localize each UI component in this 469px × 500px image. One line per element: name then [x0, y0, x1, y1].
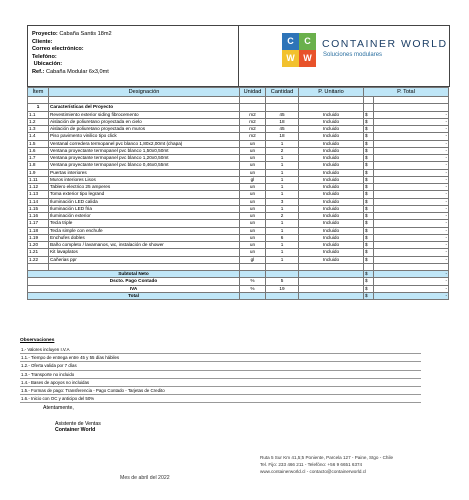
row-item: 1.18: [28, 227, 49, 234]
row-unidad: un: [240, 184, 266, 191]
row-currency: $: [364, 126, 374, 133]
row-cantidad: 45: [266, 111, 299, 118]
iva-row-qty: 19: [266, 285, 299, 292]
ref-value: Cabaña Modular 6x3,0mt: [46, 68, 109, 75]
observacion-line: 1.- Valores incluyen I.V.A: [20, 346, 421, 354]
iva-row-unit: %: [240, 285, 266, 292]
row-p-unitario: Incluido: [299, 249, 364, 256]
total-row-total: -: [374, 292, 449, 299]
section-item: 1: [28, 104, 49, 111]
row-currency: $: [364, 234, 374, 241]
row-p-total: -: [374, 133, 449, 140]
subtotal-row-qty: [266, 271, 299, 278]
subtotal-row-label: Subtotal Neto: [28, 271, 240, 278]
row-item: 1.7: [28, 155, 49, 162]
row-currency: $: [364, 242, 374, 249]
row-cantidad: 18: [266, 118, 299, 125]
discount-row-total: -: [374, 278, 449, 285]
row-currency: $: [364, 249, 374, 256]
table-row: [28, 147, 449, 154]
row-cantidad: 1: [266, 220, 299, 227]
discount-row-unit: %: [240, 278, 266, 285]
logo-tile-c2: C: [299, 33, 316, 50]
table-row: [28, 249, 449, 256]
row-item: 1.17: [28, 220, 49, 227]
observacion-line: 1.5.- Formas de pago: Transferencia - Pago Contado - Tarjetas de Credito: [20, 387, 421, 395]
subtotal-row: [28, 271, 449, 278]
proyecto-label: Proyecto:: [32, 31, 58, 37]
row-item: 1.20: [28, 242, 49, 249]
row-currency: $: [364, 191, 374, 198]
row-cantidad: 45: [266, 126, 299, 133]
row-p-unitario: Incluido: [299, 111, 364, 118]
row-item: 1.15: [28, 205, 49, 212]
col-cantidad: Cantidad: [266, 88, 299, 97]
col-p-unitario: P. Unitario: [299, 88, 364, 97]
row-p-total: -: [374, 184, 449, 191]
signature-block: [43, 405, 101, 433]
section-label: Características del Proyecto: [49, 104, 240, 111]
row-designacion: Tecla triple: [49, 220, 240, 227]
row-unidad: un: [240, 234, 266, 241]
row-unidad: un: [240, 155, 266, 162]
row-unidad: un: [240, 169, 266, 176]
row-designacion: Iluminación LED fria: [49, 205, 240, 212]
row-item: 1.5: [28, 140, 49, 147]
row-cantidad: 1: [266, 205, 299, 212]
row-cantidad: 1: [266, 155, 299, 162]
row-currency: $: [364, 198, 374, 205]
row-p-unitario: Incluido: [299, 205, 364, 212]
row-item: 1.9: [28, 169, 49, 176]
row-designacion: Puertas interiores: [49, 169, 240, 176]
row-designacion: Cañerias ppr: [49, 256, 240, 263]
row-item: 1.16: [28, 213, 49, 220]
row-designacion: Ventana proyectante termopanel pvc blanco 0,46x0,55mt: [49, 162, 240, 169]
row-designacion: Ventanal corredera termopanel pvc blanco 1,80x2,00mt (chapa): [49, 140, 240, 147]
row-unidad: m2: [240, 133, 266, 140]
row-designacion: Ventana proyectante termopanel pvc blanco 1,20x0,50mt: [49, 155, 240, 162]
row-unidad: un: [240, 140, 266, 147]
row-unidad: un: [240, 227, 266, 234]
row-cantidad: 1: [266, 242, 299, 249]
table-row: [28, 191, 449, 198]
footer-web: www.containerworld.cl - contacto@containerworld.cl: [260, 469, 367, 474]
row-p-total: -: [374, 249, 449, 256]
row-unidad: un: [240, 249, 266, 256]
row-cantidad: 1: [266, 249, 299, 256]
total-row-label: Total: [28, 292, 240, 299]
row-designacion: Iluminación LED calida: [49, 198, 240, 205]
table-row: [28, 242, 449, 249]
row-item: 1.6: [28, 147, 49, 154]
table-row: [28, 111, 449, 118]
row-designacion: Toma exterior tipo legrand: [49, 191, 240, 198]
row-currency: $: [364, 162, 374, 169]
row-p-total: -: [374, 140, 449, 147]
brand-name: CONTAINER WORLD: [322, 38, 448, 50]
table-row: [28, 126, 449, 133]
row-p-unitario: Incluido: [299, 198, 364, 205]
row-designacion: Tablero electrico 25 amperes: [49, 184, 240, 191]
row-cantidad: 18: [266, 133, 299, 140]
row-cantidad: 1: [266, 162, 299, 169]
row-p-total: -: [374, 147, 449, 154]
row-p-unitario: Incluido: [299, 147, 364, 154]
row-designacion: Baño completo / lavamanos, wc, instalación de shower: [49, 242, 240, 249]
table-row: [28, 140, 449, 147]
observaciones-title: Observaciones: [20, 338, 55, 343]
table-row: [28, 234, 449, 241]
cliente-label: Cliente:: [32, 38, 53, 45]
iva-row-total: -: [374, 285, 449, 292]
row-currency: $: [364, 184, 374, 191]
row-cantidad: 1: [266, 184, 299, 191]
ref-label: Ref.:: [32, 68, 45, 75]
row-cantidad: 1: [266, 256, 299, 263]
row-currency: $: [364, 205, 374, 212]
row-p-total: -: [374, 213, 449, 220]
col-unidad: Unidad: [240, 88, 266, 97]
row-unidad: m2: [240, 118, 266, 125]
row-item: 1.2: [28, 118, 49, 125]
signer-company: Container World: [55, 427, 96, 433]
iva-row: [28, 285, 449, 292]
row-p-unitario: Incluido: [299, 169, 364, 176]
table-row: [28, 198, 449, 205]
iva-row-currency: $: [364, 285, 374, 292]
row-unidad: un: [240, 205, 266, 212]
row-designacion: Iluminación exterior: [49, 213, 240, 220]
observacion-line: 1.1.- Tiempo de entrega entre 45 y 55 días hábiles: [20, 354, 421, 362]
row-p-unitario: Incluido: [299, 184, 364, 191]
table-row: [28, 205, 449, 212]
row-cantidad: 1: [266, 140, 299, 147]
row-p-total: -: [374, 155, 449, 162]
row-p-total: -: [374, 169, 449, 176]
discount-row-empty: [299, 278, 364, 285]
table-row: [28, 162, 449, 169]
row-unidad: un: [240, 213, 266, 220]
row-item: 1.13: [28, 191, 49, 198]
table-row: [28, 256, 449, 263]
row-p-total: -: [374, 220, 449, 227]
row-item: 1.8: [28, 162, 49, 169]
row-cantidad: 6: [266, 234, 299, 241]
logo-tile-w1: W: [282, 50, 299, 67]
subtotal-row-total: -: [374, 271, 449, 278]
row-item: 1.3: [28, 126, 49, 133]
row-unidad: gl: [240, 256, 266, 263]
subtotal-row-empty: [299, 271, 364, 278]
empty-row: [28, 97, 449, 104]
row-p-total: -: [374, 118, 449, 125]
brand-tagline: Soluciones modulares: [323, 52, 383, 58]
table-row: [28, 227, 449, 234]
row-item: 1.14: [28, 198, 49, 205]
row-currency: $: [364, 155, 374, 162]
row-p-total: -: [374, 162, 449, 169]
row-p-total: -: [374, 227, 449, 234]
row-currency: $: [364, 227, 374, 234]
telefono-label: Telefóno:: [32, 53, 57, 60]
total-row-empty: [299, 292, 364, 299]
observaciones: [20, 338, 420, 403]
row-cantidad: 1: [266, 169, 299, 176]
subtotal-row-currency: $: [364, 271, 374, 278]
table-row: [28, 118, 449, 125]
observacion-line: 1.3.- Transporte no incluido: [20, 371, 421, 379]
col-designacion: Designación: [49, 88, 240, 97]
row-p-total: -: [374, 176, 449, 183]
row-p-unitario: Incluido: [299, 256, 364, 263]
table-row: [28, 213, 449, 220]
col-p-total: P. Total: [364, 88, 449, 97]
total-row-currency: $: [364, 292, 374, 299]
row-cantidad: 1: [266, 176, 299, 183]
row-designacion: Ventana proyectante termopanel pvc blanco 1,50x0,50mt: [49, 147, 240, 154]
discount-row-currency: $: [364, 278, 374, 285]
observacion-line: 1.2.- Oferta valida por 7 días: [20, 362, 421, 370]
row-cantidad: 1: [266, 227, 299, 234]
row-item: 1.1: [28, 111, 49, 118]
section-row: [28, 104, 449, 111]
footer-address: Ruta 5 Sur Km 41,5;5 Poniente, Parcela 127 - Paine, Stgo - Chile: [260, 455, 394, 460]
table-header-row: [28, 88, 449, 97]
row-p-unitario: Incluido: [299, 242, 364, 249]
subtotal-row-unit: [240, 271, 266, 278]
project-header: [27, 25, 450, 87]
row-p-unitario: Incluido: [299, 133, 364, 140]
row-p-unitario: Incluido: [299, 220, 364, 227]
row-item: 1.21: [28, 249, 49, 256]
row-designacion: Revestimiento exterior siding fibrocemento: [49, 111, 240, 118]
row-item: 1.22: [28, 256, 49, 263]
row-currency: $: [364, 111, 374, 118]
footer-contact: [260, 454, 393, 475]
row-p-unitario: Incluido: [299, 176, 364, 183]
discount-row-qty: 5: [266, 278, 299, 285]
row-designacion: Enchufes dobles: [49, 234, 240, 241]
row-unidad: gl: [240, 176, 266, 183]
document-date: Mes de abril del 2022: [120, 475, 170, 481]
correo-label: Correo electrónico:: [32, 46, 84, 53]
row-p-unitario: Incluido: [299, 155, 364, 162]
row-unidad: m2: [240, 111, 266, 118]
row-p-unitario: Incluido: [299, 118, 364, 125]
row-currency: $: [364, 176, 374, 183]
table-row: [28, 155, 449, 162]
logo-tile-c1: C: [282, 33, 299, 50]
row-designacion: Aislación de poliuretano proyectada en cielo: [49, 118, 240, 125]
row-p-unitario: Incluido: [299, 162, 364, 169]
row-p-total: -: [374, 242, 449, 249]
row-cantidad: 3: [266, 198, 299, 205]
project-info: [28, 26, 239, 86]
row-p-total: -: [374, 111, 449, 118]
container-world-logo: [282, 33, 316, 67]
row-p-total: -: [374, 256, 449, 263]
row-currency: $: [364, 220, 374, 227]
table-body: [28, 97, 449, 300]
row-cantidad: 2: [266, 147, 299, 154]
table-row: [28, 169, 449, 176]
total-row-qty: [266, 292, 299, 299]
table-row: [28, 133, 449, 140]
row-currency: $: [364, 169, 374, 176]
row-p-unitario: Incluido: [299, 126, 364, 133]
total-row-unit: [240, 292, 266, 299]
row-p-total: -: [374, 126, 449, 133]
row-designacion: Tecla simple con enchufe: [49, 227, 240, 234]
row-item: 1.4: [28, 133, 49, 140]
row-cantidad: 1: [266, 191, 299, 198]
row-designacion: Piso pavimento vinilico tipo click: [49, 133, 240, 140]
quote-table: [27, 87, 449, 300]
row-p-total: -: [374, 234, 449, 241]
table-row: [28, 184, 449, 191]
row-p-total: -: [374, 191, 449, 198]
signer-role: Asistente de Ventas: [55, 421, 101, 427]
row-p-unitario: Incluido: [299, 191, 364, 198]
row-unidad: m2: [240, 126, 266, 133]
table-row: [28, 176, 449, 183]
row-p-total: -: [374, 205, 449, 212]
row-currency: $: [364, 147, 374, 154]
iva-row-label: IVA: [28, 285, 240, 292]
observacion-line: 1.6.- Inicio con OC y anticipo del 50%: [20, 395, 421, 403]
discount-row: [28, 278, 449, 285]
row-p-unitario: Incluido: [299, 213, 364, 220]
row-designacion: Kit lavaplatos: [49, 249, 240, 256]
row-p-unitario: Incluido: [299, 227, 364, 234]
row-p-unitario: Incluido: [299, 140, 364, 147]
row-unidad: un: [240, 162, 266, 169]
row-p-unitario: Incluido: [299, 234, 364, 241]
observacion-line: 1.4.- Bases de apoyos no incluidas: [20, 379, 421, 387]
row-unidad: un: [240, 220, 266, 227]
row-unidad: un: [240, 191, 266, 198]
row-item: 1.19: [28, 234, 49, 241]
row-unidad: un: [240, 198, 266, 205]
row-designacion: Muros interiores Lisos: [49, 176, 240, 183]
discount-row-label: Dscto. Pago Contado: [28, 278, 240, 285]
row-currency: $: [364, 140, 374, 147]
row-currency: $: [364, 213, 374, 220]
row-cantidad: 2: [266, 213, 299, 220]
total-row: [28, 292, 449, 299]
row-currency: $: [364, 133, 374, 140]
company-logo-area: [240, 26, 449, 86]
observaciones-list: [20, 346, 420, 403]
logo-tile-w2: W: [299, 50, 316, 67]
row-item: 1.11: [28, 176, 49, 183]
row-currency: $: [364, 256, 374, 263]
row-unidad: un: [240, 242, 266, 249]
empty-row: [28, 263, 449, 270]
table-row: [28, 220, 449, 227]
row-unidad: un: [240, 147, 266, 154]
footer-phones: Tel. Fijo: 233 466 211 - Telefóno: +56 9 6651 6374: [260, 462, 363, 467]
row-designacion: Aislación de poliuretano proyectada en muros: [49, 126, 240, 133]
row-p-total: -: [374, 198, 449, 205]
proyecto-value: Cabaña Santis 18m2: [59, 31, 112, 37]
ubicacion-label: Ubicación:: [33, 61, 63, 68]
col-item: Ítem: [28, 88, 49, 97]
iva-row-empty: [299, 285, 364, 292]
row-currency: $: [364, 118, 374, 125]
row-item: 1.12: [28, 184, 49, 191]
greeting: Atentamente,: [43, 405, 74, 411]
